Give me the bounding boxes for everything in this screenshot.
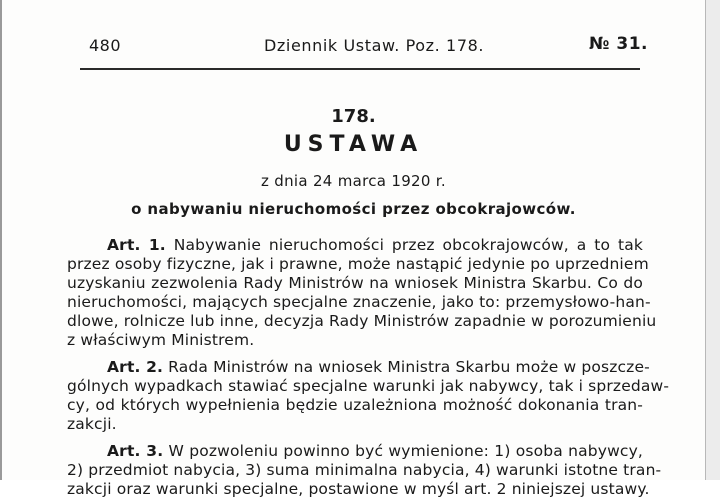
article-3-line-3: zakcji oraz warunki specjalne, postawione w myśl art. 2 niniejszej ustawy. — [67, 480, 650, 498]
article-1-label: Art. 1. — [107, 236, 166, 254]
act-number — [2, 106, 705, 127]
issue-number: № 31. — [589, 34, 648, 54]
article-2-text-1: Rada Ministrów na wniosek Ministra Skarbu może w poszcze- — [168, 358, 650, 376]
act-title: USTAWA — [283, 132, 424, 157]
article-2-line-1 — [107, 358, 650, 376]
article-3-text-1: W pozwoleniu powinno być wymienione: 1) osoba nabywcy, — [168, 442, 643, 460]
article-1-line-1 — [107, 236, 643, 254]
act-number-text: 178. — [331, 106, 376, 127]
article-2-line-4: zakcji. — [67, 415, 117, 433]
article-1-line-4: nieruchomości, mających specjalne znaczenie, jako to: przemysłowo-han- — [67, 293, 651, 311]
article-2-label: Art. 2. — [107, 358, 164, 376]
article-2-line-2: gólnych wypadkach stawiać specjalne warunki jak nabywcy, tak i sprzedaw- — [67, 377, 670, 395]
viewer-scrollbar[interactable] — [705, 0, 720, 480]
article-1-line-6: z właściwym Ministrem. — [67, 331, 255, 349]
document-page — [2, 0, 705, 498]
journal-title: Dziennik Ustaw. Poz. 178. — [264, 36, 485, 55]
article-1-line-5: dlowe, rolnicze lub inne, decyzja Rady Ministrów zapadnie w porozumieniu — [67, 312, 657, 330]
header-rule — [80, 68, 640, 70]
article-3-line-1 — [107, 442, 643, 460]
article-3-label: Art. 3. — [107, 442, 164, 460]
article-1-text-1: Nabywanie nieruchomości przez obcokrajowców, a to tak — [173, 236, 644, 254]
act-date: z dnia 24 marca 1920 r. — [261, 172, 446, 190]
article-3-line-2: 2) przedmiot nabycia, 3) suma minimalna nabycia, 4) warunki istotne tran- — [67, 461, 662, 479]
article-2-line-3: cy, od których wypełnienia będzie uzależniona możność dokonania tran- — [67, 396, 643, 414]
act-subject: o nabywaniu nieruchomości przez obcokrajowców. — [131, 200, 576, 218]
article-1-line-2: przez osoby fizyczne, jak i prawne, może nastąpić jedynie po uprzedniem — [67, 255, 649, 273]
page-header — [2, 0, 705, 70]
article-1-line-3: uzyskaniu zezwolenia Rady Ministrów na wniosek Ministra Skarbu. Co do — [67, 274, 643, 292]
page-number: 480 — [89, 36, 122, 55]
